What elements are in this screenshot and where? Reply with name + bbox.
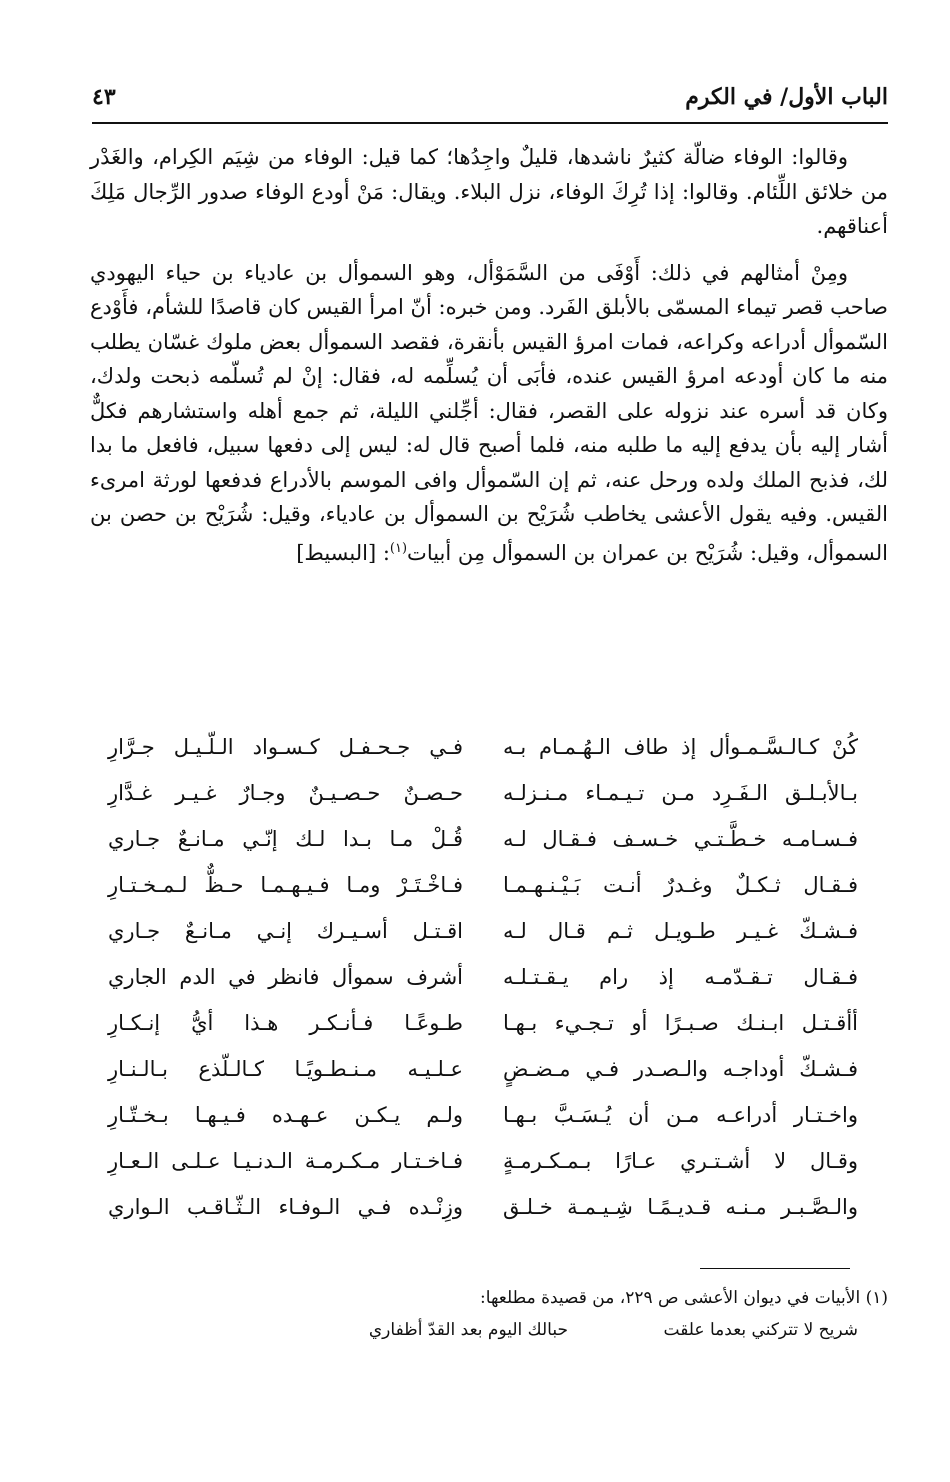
body-text <box>90 140 888 570</box>
poem-verse <box>108 919 858 965</box>
paragraph-text: ومِنْ أمثالهم في ذلك: أَوْفَى من السَّمَوْأل، وهو السموأل بن عادياء بن حياء اليهودي صاحب قصر تيماء المسمّى بالأبلق الفَرد. ومن خبره: أنّ امرأ القيس كان قاصدًا للشأم، فأَوْدع السّموأل أدراعه وكراعه، فمات امرؤ القيس بأنقرة، فقصد السموأل بعض ملوك غسّان يطلب منه ما كان أودعه امرؤ القيس عنده، فأبَى أن يُسلِّمه له، فقال: إنْ لم تُسلّمه ذبحت ولدك، وكان قد أسره عند نزوله على القصر، فقال: أجِّلني الليلة، ثم جمع أهله واستشارهم فكلٌّ أشار إليه بأن يدفع إليه ما طلبه منه، فلما أصبح قال له: ليس إلى دفعها سبيل، فافعل ما بدا لك، فذبح الملك ولده ورحل عنه، ثم إن السّموأل وافى الموسم بالأدراع فدفعها لورثة امرىء القيس. وفيه يقول الأعشى يخاطب شُرَيْح بن السموأل بن عادياء، وقيل: شُرَيْح بن حصن بن السموأل، وقيل: شُرَيْح بن عمران بن السموأل مِن أبيات <box>90 260 888 565</box>
poem-verse <box>108 781 858 827</box>
poem-verse <box>108 965 858 1011</box>
first-hemistich: كُنْ كـالـسَّـمـوأل إذ طاف الـهُـمـام بـه <box>503 735 858 759</box>
poem-verse <box>108 1149 858 1195</box>
poem-verse <box>108 827 858 873</box>
first-hemistich: فـشـكّ أوداجـه والـصـدر فـي مـضـضٍ <box>503 1057 858 1081</box>
first-hemistich: فـقـال تـقـدّمـه إذ رام يـقـتـلـه <box>503 965 858 989</box>
first-hemistich: بـالأبـلـق الـفَـرِد مـن تـيـمـاء مـنـزلـه <box>503 781 858 805</box>
second-hemistich: حـصـنٌ حـصـيـنٌ وجـارٌ غـيـر غـدَّارِ <box>108 781 463 805</box>
poem-verse <box>108 1057 858 1103</box>
paragraph: وقالوا: الوفاء ضالّة كثيرٌ ناشدها، قليلٌ واجِدُها؛ كما قيل: الوفاء من شِيَم الكِرام، والغَدْر من خلائق اللِّئام. وقالوا: إذا تُرِكَ الوفاء، نزل البلاء. ويقال: مَنْ أودع الوفاء صدور الرِّجال مَلِكَ أعناقهم. <box>90 145 888 238</box>
first-hemistich: فـشـكّ غـيـر طـويـل ثـم قـال لـه <box>503 919 858 943</box>
page-header <box>92 82 888 124</box>
meter-label: : [البسيط] <box>296 540 390 565</box>
footnote <box>110 1288 888 1340</box>
poem-verse <box>108 735 858 781</box>
poem-verse <box>108 1103 858 1149</box>
poem-verse <box>108 1195 858 1241</box>
first-hemistich: أأقـتـل ابـنـك صـبـرًا أو تـجـيء بـهـا <box>503 1011 858 1035</box>
second-hemistich: طـوعًـا فـأنـكـر هـذا أيُّ إنـكـارِ <box>108 1011 463 1035</box>
poem <box>108 735 858 1241</box>
footnote-text: (١) الأبيات في ديوان الأعشى ص ٢٢٩، من قصيدة مطلعها: <box>480 1288 888 1308</box>
second-hemistich: عـلـيـه مـنـطـويًـا كـالـلّذع بـالـنـارِ <box>108 1057 463 1081</box>
second-hemistich: أشرف سموأل فانظر في الدم الجاري <box>108 965 463 989</box>
second-hemistich: فـي جـحـفـل كـسـواد الـلّـيـل جـرَّارِ <box>108 735 463 759</box>
poem-verse <box>108 1011 858 1057</box>
first-hemistich: واخـتـار أدراعـه مـن أن يُـسَـبَّ بـهـا <box>503 1103 858 1127</box>
second-hemistich: فـاخـتـار مـكـرمـة الـدنـيـا عـلـى الـعـارِ <box>108 1149 463 1173</box>
second-hemistich: وزِنْـده فـي الـوفـاء الـثّـاقـب الـواري <box>108 1195 463 1219</box>
second-hemistich: فـاخْـتَـرْ ومـا فـيـهـمـا حـظٌّ لـمـخـتـارِ <box>108 873 463 897</box>
first-hemistich: فـقـال ثـكـلٌ وغـدرٌ أنـت بَـيْـنـهـمـا <box>503 873 858 897</box>
running-head: الباب الأول/ في الكرم <box>685 84 888 110</box>
poem-verse <box>108 873 858 919</box>
second-hemistich: قُـلْ مـا بـدا لـك إنّـي مـانـعٌ جـاري <box>108 827 463 851</box>
first-hemistich: فـسـامـه خـطَّـتـي خـسـف فـقـال لـه <box>503 827 858 851</box>
first-hemistich: وقـال لا أشـتـري عـارًا بـمـكـرمـةٍ <box>503 1149 858 1173</box>
footnote-first-hemistich: شريح لا تتركني بعدما علقت <box>663 1320 858 1340</box>
paragraph <box>90 256 888 571</box>
page-number: ٤٣ <box>92 84 116 110</box>
footnote-second-hemistich: حبالك اليوم بعد القدّ أظفاري <box>368 1320 568 1340</box>
footnote-verse <box>110 1320 888 1340</box>
footnote-marker: (١) <box>389 540 408 556</box>
first-hemistich: والـصَّـبـر مـنـه قـديـمًـا شِـيـمـة خـلـق <box>503 1195 858 1219</box>
footnote-divider <box>700 1268 850 1269</box>
second-hemistich: اقـتـل أسـيـرك إنـي مـانـعٌ جـاري <box>108 919 463 943</box>
second-hemistich: ولـم يـكـن عـهـده فـيـهـا بـخـتّـارِ <box>108 1103 463 1127</box>
